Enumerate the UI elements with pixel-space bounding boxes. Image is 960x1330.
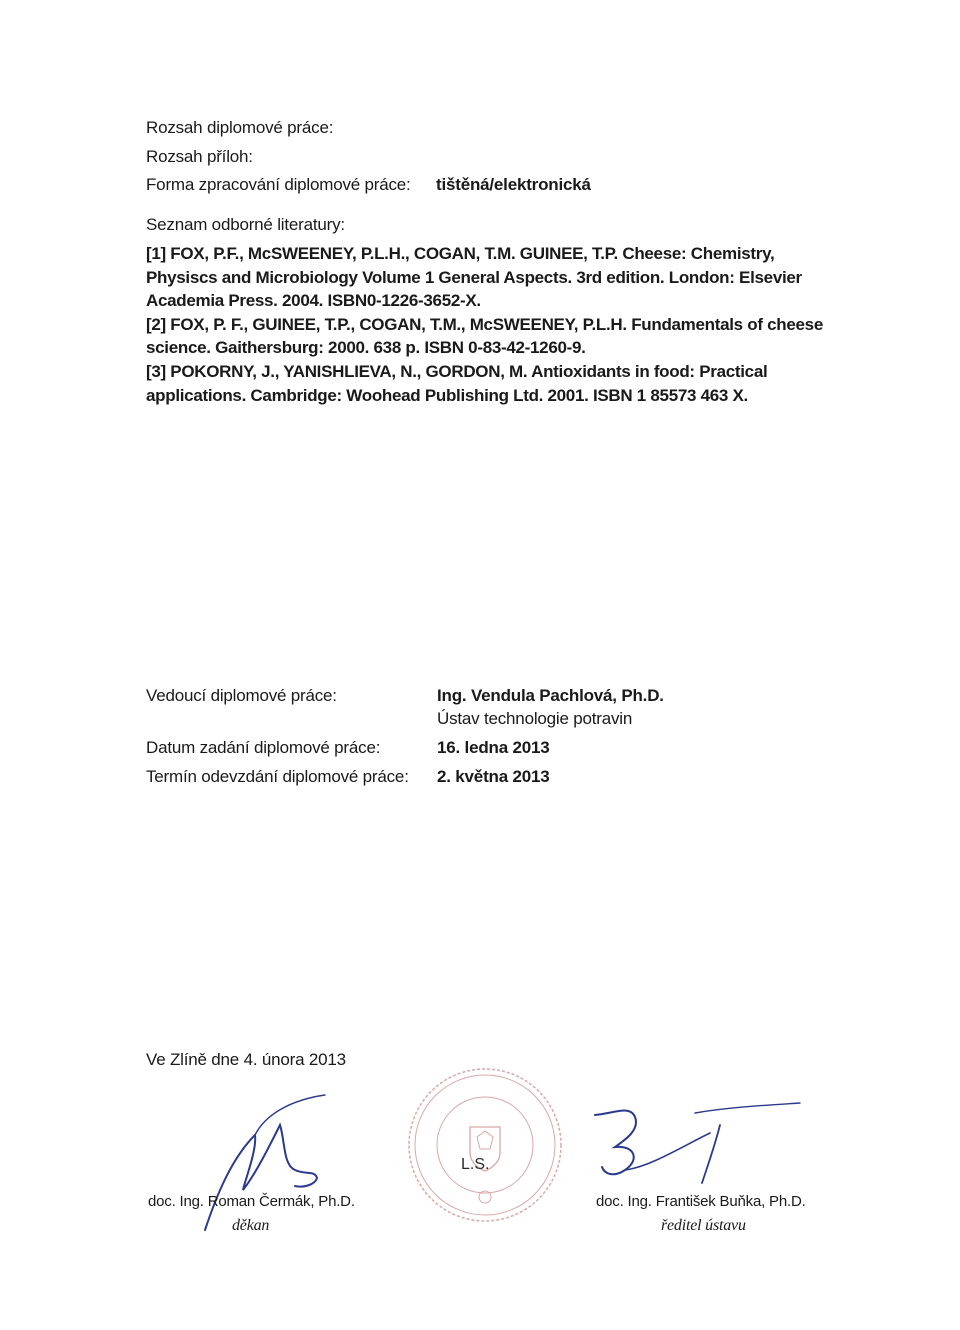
- scope-attachments-label: Rozsah příloh:: [146, 147, 253, 166]
- assigned-date: 16. ledna 2013: [437, 738, 550, 757]
- literature-line: [1] FOX, P.F., McSWEENEY, P.L.H., COGAN, T.M. GUINEE, T.P. Cheese: Chemistry,: [146, 244, 775, 263]
- stamp-ls-label: L.S.: [461, 1156, 490, 1173]
- supervisor-label: Vedoucí diplomové práce:: [146, 686, 337, 705]
- literature-line: Physiscs and Microbiology Volume 1 General Aspects. 3rd edition. London: Elsevier: [146, 267, 802, 287]
- stamp-seal-icon: [405, 1065, 565, 1225]
- scope-thesis-label: Rozsah diplomové práce:: [146, 118, 334, 137]
- literature-heading: Seznam odborné literatury:: [146, 215, 345, 234]
- place-date: Ve Zlíně dne 4. února 2013: [146, 1050, 346, 1069]
- literature-list: [146, 242, 826, 407]
- form-value: tištěná/elektronická: [436, 175, 591, 194]
- dean-name: doc. Ing. Roman Čermák, Ph.D.: [148, 1193, 355, 1210]
- literature-line: Academia Press. 2004. ISBN0-1226-3652-X.: [146, 291, 481, 311]
- literature-line: [3] POKORNY, J., YANISHLIEVA, N., GORDON, M. Antioxidants in food: Practical: [146, 361, 768, 381]
- deadline-date: 2. května 2013: [437, 767, 550, 786]
- dean-title: děkan: [232, 1217, 270, 1234]
- university-stamp: [405, 1065, 565, 1225]
- form-label: Forma zpracování diplomové práce:: [146, 175, 411, 194]
- dean-signature: [195, 1090, 355, 1240]
- director-signature: [590, 1095, 810, 1195]
- literature-line: science. Gaithersburg: 2000. 638 p. ISBN 0-83-42-1260-9.: [146, 338, 586, 358]
- supervisor-department: Ústav technologie potravin: [437, 709, 633, 728]
- assigned-label: Datum zadání diplomové práce:: [146, 738, 381, 757]
- director-title: ředitel ústavu: [661, 1217, 746, 1234]
- literature-line: applications. Cambridge: Woohead Publishing Ltd. 2001. ISBN 1 85573 463 X.: [146, 385, 748, 405]
- literature-line: [2] FOX, P. F., GUINEE, T.P., COGAN, T.M., McSWEENEY, P.L.H. Fundamentals of cheese: [146, 314, 823, 334]
- deadline-label: Termín odevzdání diplomové práce:: [146, 767, 409, 786]
- director-name: doc. Ing. František Buňka, Ph.D.: [596, 1193, 806, 1210]
- supervisor-name: Ing. Vendula Pachlová, Ph.D.: [437, 686, 664, 705]
